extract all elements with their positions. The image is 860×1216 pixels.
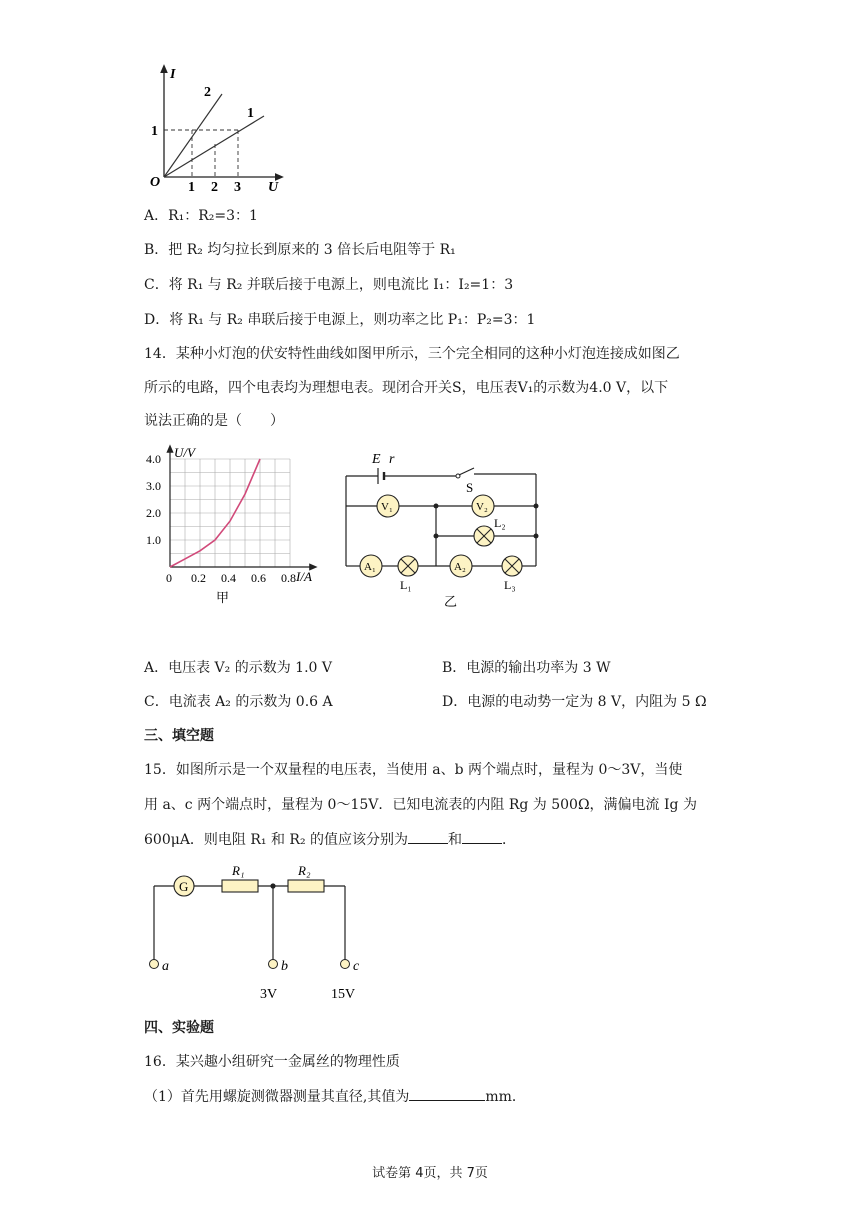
line-1-label: 1 bbox=[247, 106, 254, 121]
label-v1: V₁ bbox=[381, 501, 393, 513]
terminal-c-icon bbox=[341, 960, 350, 969]
label-s: S bbox=[466, 480, 474, 495]
line-2-label: 2 bbox=[204, 85, 211, 100]
label-l2: L₂ bbox=[494, 516, 506, 530]
chart-grid bbox=[170, 459, 290, 567]
chart-ylabel: U/V bbox=[174, 445, 195, 460]
label-a2: A₂ bbox=[454, 561, 466, 573]
chart-xlabel: I/A bbox=[296, 569, 312, 584]
terminal-a-icon bbox=[150, 960, 159, 969]
q15-stem-1: 15．如图所示是一个双量程的电压表，当使用 a、b 两个端点时，量程为 0～3V，当使 bbox=[144, 762, 683, 778]
q15-blank-2[interactable] bbox=[462, 829, 502, 844]
q14-ui-chart bbox=[140, 444, 330, 610]
q13-option-d: D．将 R₁ 与 R₂ 串联后接于电源上，则功率之比 P₁：P₂=3：1 bbox=[144, 312, 536, 328]
resistor-r1-icon bbox=[222, 880, 258, 892]
fig-yi-label: 乙 bbox=[444, 594, 458, 609]
q14-option-b: B．电源的输出功率为 3 W bbox=[442, 660, 611, 676]
xtick-label: 0.2 bbox=[191, 571, 206, 585]
xtick-label: 0.8 bbox=[281, 571, 296, 585]
label-c: c bbox=[353, 959, 360, 974]
q13-option-c: C．将 R₁ 与 R₂ 并联后接于电源上，则电流比 I₁：I₂=1：3 bbox=[144, 277, 514, 293]
q14-option-c: C．电流表 A₂ 的示数为 0.6 A bbox=[144, 694, 333, 710]
q13-option-a: A．R₁：R₂=3：1 bbox=[144, 208, 258, 224]
xtick-label: 0.6 bbox=[251, 571, 266, 585]
q15-blank-1[interactable] bbox=[408, 829, 448, 844]
switch-icon bbox=[456, 468, 474, 478]
label-15v: 15V bbox=[331, 987, 356, 1002]
label-l3: L₃ bbox=[504, 578, 516, 592]
ytick-label: 4.0 bbox=[146, 452, 161, 466]
xtick-label: 0.4 bbox=[221, 571, 236, 585]
label-r1: R₁ bbox=[232, 863, 245, 878]
label-v2: V₂ bbox=[476, 501, 488, 513]
q14-stem-1: 14．某种小灯泡的伏安特性曲线如图甲所示，三个完全相同的这种小灯泡连接成如图乙 bbox=[144, 346, 680, 362]
lamp-l3-icon bbox=[502, 556, 522, 576]
label-e: E bbox=[372, 452, 381, 467]
line-1 bbox=[164, 116, 264, 177]
ytick-label: 2.0 bbox=[146, 506, 161, 520]
fig-jia-label: 甲 bbox=[216, 590, 230, 605]
battery-icon bbox=[378, 468, 384, 484]
page-footer: 试卷第 4页，共 7页 bbox=[372, 1166, 488, 1181]
q16-stem: 16．某兴趣小组研究一金属丝的物理性质 bbox=[144, 1054, 400, 1070]
axis-i-label: I bbox=[170, 67, 176, 82]
section-4-heading: 四、实验题 bbox=[144, 1020, 214, 1036]
axis-u-label: U bbox=[268, 180, 279, 194]
q14-option-d: D．电源的电动势一定为 8 V，内阻为 5 Ω bbox=[442, 694, 707, 710]
q16-blank-1[interactable] bbox=[409, 1086, 485, 1101]
lamp-l1-icon bbox=[398, 556, 418, 576]
label-b: b bbox=[281, 959, 288, 974]
q15-stem-2: 用 a、c 两个端点时，量程为 0～15V．已知电流表的内阻 Rg 为 500Ω，满偏电流 Ig 为 bbox=[144, 797, 697, 813]
terminal-b-icon bbox=[269, 960, 278, 969]
xtick-2: 2 bbox=[211, 180, 218, 194]
q15-stem-3-text: 600μA．则电阻 R₁ 和 R₂ 的值应该分别为 bbox=[144, 832, 409, 848]
section-3-heading: 三、填空题 bbox=[144, 728, 214, 744]
ytick-1: 1 bbox=[151, 124, 158, 139]
label-r2: R₂ bbox=[298, 863, 311, 878]
resistor-r2-icon bbox=[288, 880, 324, 892]
q15-stem-3-and: 和 bbox=[448, 832, 463, 848]
label-r: r bbox=[389, 452, 395, 467]
q14-stem-3: 说法正确的是（ ） bbox=[144, 413, 284, 429]
q14-option-a: A．电压表 V₂ 的示数为 1.0 V bbox=[144, 660, 333, 676]
q13-option-b: B．把 R₂ 均匀拉长到原来的 3 倍长后电阻等于 R₁ bbox=[144, 242, 456, 258]
q16-sub-1-unit: mm． bbox=[485, 1089, 526, 1105]
q15-stem-3 bbox=[144, 829, 516, 850]
label-a: a bbox=[162, 959, 169, 974]
q13-iu-graph bbox=[144, 62, 294, 194]
label-3v: 3V bbox=[260, 987, 278, 1002]
q15-stem-3-end: ． bbox=[502, 832, 517, 848]
label-a1: A₁ bbox=[364, 561, 376, 573]
line-2 bbox=[164, 94, 222, 177]
q16-sub-1 bbox=[144, 1086, 526, 1107]
ytick-label: 1.0 bbox=[146, 533, 161, 547]
label-l1: L₁ bbox=[400, 578, 412, 592]
label-g: G bbox=[179, 879, 189, 894]
lamp-l2-icon bbox=[474, 526, 494, 546]
q14-stem-2: 所示的电路，四个电表均为理想电表。现闭合开关S，电压表V₁的示数为4.0 V，以下 bbox=[144, 380, 669, 396]
origin-label: O bbox=[150, 175, 161, 190]
q14-circuit bbox=[332, 446, 548, 610]
xtick-3: 3 bbox=[234, 180, 241, 194]
xtick-label: 0 bbox=[166, 571, 172, 585]
q16-sub-1-text: （1）首先用螺旋测微器测量其直径,其值为 bbox=[144, 1089, 410, 1105]
ytick-label: 3.0 bbox=[146, 479, 161, 493]
q15-circuit bbox=[140, 860, 380, 1002]
xtick-1: 1 bbox=[188, 180, 195, 194]
